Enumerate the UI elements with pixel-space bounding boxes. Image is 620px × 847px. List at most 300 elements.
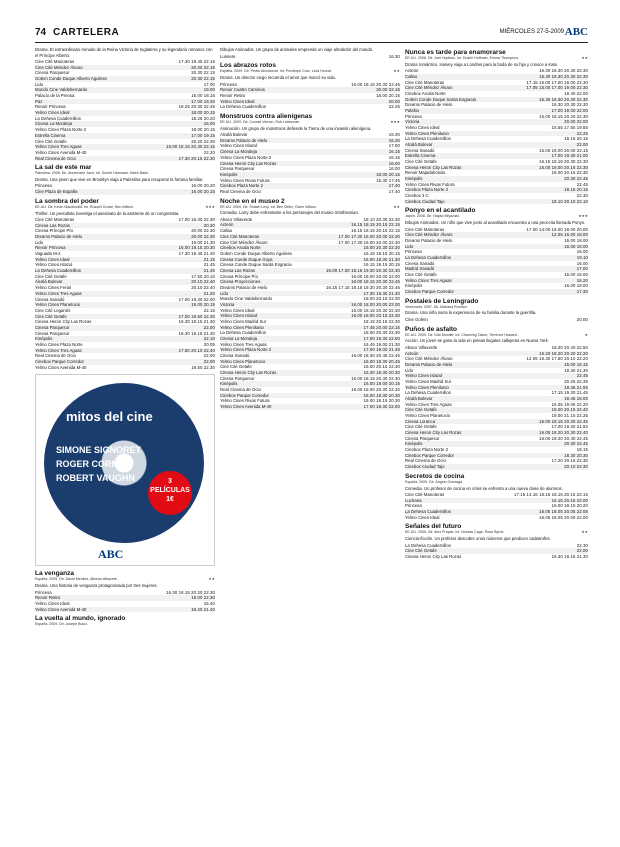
cinema-name: Renoir Retiro [220, 92, 246, 98]
cinema-name: Lido [35, 239, 44, 245]
showtimes: 18.15 20.15 22.30 [363, 318, 400, 324]
showtimes: 17.00 19.30 22.00 [178, 296, 215, 302]
showtimes: 17.00 19.30 22.30 [178, 217, 215, 223]
showtimes: 16.00 18.00 20.00 22.00 [351, 301, 400, 307]
cinema-name: Cine Cité Manoteras [35, 217, 75, 223]
cinema-name: Cinebox Arcala Norte [220, 245, 261, 251]
film-credits [405, 530, 588, 535]
cinema-name: Yelmo Cines Tres Aguas [405, 277, 452, 283]
showtimes-list [220, 132, 400, 194]
showtimes: 16.00 18.00 20.00 22.15 [539, 147, 588, 153]
film-title: La sombra del poder [35, 197, 99, 205]
cinema-name: Golem Conde Duque Alberto Aguilera [220, 250, 292, 256]
showtimes-list [35, 59, 215, 161]
showtimes: 17.00 [388, 143, 400, 149]
showtimes: 17.15 15.00 17.00 19.00 22.30 [526, 79, 588, 85]
cinema-name: Yelmo Cines Ideal [35, 110, 70, 116]
film-synopsis: Drama romántico. Harvey viaja a Londres para la boda de su hija y conoce a Kate. [405, 61, 559, 67]
showtimes: 16.00 18.30 20.30 [363, 392, 400, 398]
cinema-name: Cine Cité Manoteras [35, 59, 75, 65]
cinema-name: Lido [220, 290, 229, 296]
cinema-name: Cine Cité Manoteras [405, 79, 445, 85]
cinema-name: Renoir Princesa [35, 245, 66, 251]
showtimes: 16.00 20.20 [191, 183, 215, 189]
showtimes: 16.30 18.30 20.30 22.30 [539, 73, 588, 79]
showtimes: 22.15 [203, 307, 215, 313]
showtimes: 20.00 22.30 [191, 228, 215, 234]
cinema-name: Cine Cité Manoteras [405, 226, 445, 232]
cinema-name: Real Cinema de Ocio [35, 353, 76, 359]
showtimes: 16.15 18.15 20.30 22.30 [539, 159, 588, 165]
film-credits [35, 205, 215, 210]
showtimes: 16.00 18.00 [564, 283, 588, 289]
showtimes: 16.15 17.15 18.15 19.30 20.30 22.45 [326, 284, 400, 290]
showtimes: 17.00 19.30 22.00 [363, 335, 400, 341]
showtimes: 18.15 20.15 [564, 136, 588, 142]
showtimes: 16.00 18.15 [191, 93, 215, 99]
rating-stars: ★ [584, 332, 588, 337]
cinema-name: Renoir Majadahonda [405, 170, 445, 176]
cinema-name: Cinesa Xanadú [405, 147, 435, 153]
showtimes-list [405, 227, 588, 295]
abc-logo: ABC [564, 26, 588, 38]
showtimes: 16.00 18.15 20.30 [363, 398, 400, 404]
cinema-name: Cinebox Parque Corredor [35, 358, 84, 364]
film-synopsis: Animación. Un grupo de monstruos defiende la Tierra de una invasión alienígena. [220, 125, 372, 131]
cinema-name: Yelmo Cines Tres Aguas [35, 347, 82, 353]
showtimes: 16.00 18.15 [564, 362, 588, 367]
showtimes: 16.00 18.15 20.20 [551, 503, 588, 509]
cinema-name: La Dehesa Cuadernillos [220, 330, 266, 336]
cinema-name: Vaguada M-2 [35, 251, 61, 257]
showtimes: 17.00 14.00 16.00 18.00 20.00 [526, 226, 588, 232]
showtimes: 19.30 [388, 132, 400, 138]
showtimes: 22.00 [576, 548, 588, 554]
showtime-row [35, 365, 215, 371]
cinema-name: Golem Conde Duque Santa Engracia [405, 96, 476, 102]
cinema-name: Mundo Cine Valdebernardo [35, 87, 88, 93]
cinema-name: Cinesa Las Rozas [220, 267, 255, 273]
film-credits [220, 69, 400, 74]
showtimes: 18.00 20.15 [191, 302, 215, 308]
cinema-name: Cine Plaza de España [35, 189, 78, 195]
cinema-name: Estrella Cinema [35, 132, 66, 138]
showtimes-list [220, 217, 400, 410]
film-credits [220, 120, 400, 125]
film-title: Noche en el museo 2 [220, 197, 285, 205]
showtimes: 16.30 [388, 137, 400, 143]
cinema-name: Cine Cité Getafe [405, 272, 437, 278]
showtimes: 15.40 [203, 600, 215, 606]
showtimes: 16.00 18.00 20.00 22.00 [351, 273, 400, 279]
showtimes: 16.15 20.15 22.00 [551, 497, 588, 503]
showtimes: 18.25 20.20 [191, 115, 215, 121]
showtimes: 16.15 18.15 20.15 [363, 262, 400, 268]
cinema-name: La Dehesa Cuadernillos [405, 136, 451, 142]
showtimes: 17.00 17.30 15.00 20.00 22.30 [338, 233, 400, 239]
showtimes-list [405, 345, 588, 470]
showtimes: 17.00 19.50 22.30 [178, 313, 215, 319]
cinema-name: Cinesa Heron City Las Rozas [405, 430, 462, 436]
cinema-name: Yelmo Cines Plaza Norte 2 [220, 154, 272, 160]
showtimes-list [405, 68, 588, 204]
rating-stars: ★★★ [390, 119, 400, 124]
cinema-name: Golem Conde Duque Alberto Aguilera [35, 76, 107, 82]
promo-advertisement[interactable] [35, 374, 215, 566]
showtimes: 18.15 20.15 [564, 187, 588, 193]
showtimes: 18.00 20.15 [191, 127, 215, 133]
showtime-row [35, 156, 215, 162]
cinema-name: Cinesa Parquesur [220, 166, 255, 172]
film-credits-text: Venezuela. 2007. Dir. Mariana Rondón. [405, 304, 468, 309]
showtimes: 18.30 20.30 [564, 452, 588, 458]
showtimes: 16.30 18.30 20.30 22.30 [539, 96, 588, 102]
cinema-name: Yelmo Cines Madrid Sur [405, 379, 452, 385]
showtimes-list [220, 54, 400, 60]
showtimes: 12.05 15.30 17.50 20.10 22.20 [526, 356, 588, 362]
cinema-name: Kinépolis [35, 336, 53, 342]
ad-abc-logo: ABC [98, 547, 124, 562]
film-synopsis: Acción. Un joven se gana la vida en peleas ilegales callejeras en Nueva York. [405, 338, 549, 344]
cinema-name: Yelmo Cines Tres Aguas [35, 290, 82, 296]
cinema-name: Princesa [220, 81, 237, 87]
showtimes: 16.00 [388, 166, 400, 172]
cinema-name: Yelmo Cines Avenida M-40 [220, 403, 272, 409]
cinema-name: Cinesa Heron City Las Rozas [35, 319, 92, 325]
cinema-name: Cine Cité Getafe [35, 138, 67, 144]
showtimes: 22.25 [388, 104, 400, 110]
film-credits-text: EE.UU. 2009. Dir. Conrad Vernon, Rob Letterman. [220, 119, 301, 124]
cinema-name: Cinesa Príncipe Pío [35, 228, 73, 234]
showtimes: 21.45 [203, 268, 215, 274]
showtimes: 19.00 21.30 [191, 239, 215, 245]
film-credits [405, 305, 588, 310]
cinema-name: Cinebox Parque Corredor [405, 452, 454, 458]
cinema-name: Cinebox Ciudad Tajo [405, 198, 445, 204]
cinema-name: Callao [220, 228, 233, 234]
cinema-name: La Dehesa Cuadernillos [220, 104, 266, 110]
cinema-name: Real Cinema de Ocio [405, 458, 446, 464]
cinema-name: Princesa [35, 589, 52, 595]
showtimes: 17.00 19.30 [191, 98, 215, 104]
cinema-name: Madrid Xanadú [405, 266, 435, 272]
cinema-name: Lido [35, 81, 44, 87]
film-credits [220, 205, 400, 210]
showtimes: 16.00 19.15 20.30 [178, 245, 215, 251]
rating-stars: ★★ [208, 577, 215, 582]
cinema-name: Yelmo Cines Ideal [405, 125, 440, 130]
cinema-name: Paz [35, 98, 43, 104]
cinema-name: Cinebox Plaza Norte 2 [405, 447, 448, 453]
showtimes: 16.30 [388, 53, 400, 59]
film-credits [405, 480, 588, 485]
cinema-name: Cinesa Xanadú [405, 260, 435, 266]
showtimes: 17.15 19.30 21.45 [551, 390, 588, 396]
cinema-name: Palafox [405, 107, 420, 113]
cinema-name: Luchana [405, 497, 422, 503]
film-synopsis: Drama. Una joven que vive en Brooklyn viaja a Palestina para recuperar la fortuna familiar. [35, 176, 204, 182]
cinema-name: La Dehesa Cuadernillos [405, 509, 451, 515]
cinema-name: Yelmo Cines Rivas Futura [220, 398, 270, 404]
showtimes: 16.05 19.05 22.20 [551, 401, 588, 407]
ad-title: mitos del cine [66, 409, 153, 425]
showtimes: 20.30 22.45 [564, 176, 588, 182]
cinema-name: Cinesa Proyecciones [220, 279, 261, 285]
showtimes: 16.00 18.20 20.40 22.45 [539, 435, 588, 441]
cinema-name: Yelmo Cines Islazul [35, 262, 73, 268]
cinema-name: La Dehesa Cuadernillos [405, 542, 451, 548]
cinema-name: Yelmo Cines Ideal [405, 514, 440, 520]
film-credits [405, 56, 588, 61]
cinema-name: Lido [405, 367, 414, 373]
cinema-name: Yelmo Cines Ideal [35, 256, 70, 262]
cinema-name: Cinesa Conde Duque Goya [220, 256, 273, 262]
cinema-name: Cine Cité Getafe [405, 424, 437, 430]
film-synopsis: Comedia. Un profesor de cocina en crisis se enfrenta a una nueva clase de alumnos. [405, 485, 563, 491]
showtime-row [35, 607, 215, 613]
showtimes: 22.10 [203, 336, 215, 342]
cinema-name: Cine Cité Méndez Álvaro [405, 85, 453, 91]
showtimes: 16.00 [576, 260, 588, 266]
showtimes: 18.00 20.15 [376, 171, 400, 177]
showtimes: 18.20 20.40 22.50 [551, 344, 588, 350]
cinema-name: Cinesa Heron City Las Rozas [405, 554, 462, 560]
showtimes: 12.05 16.00 18.00 [551, 232, 588, 238]
showtimes: 16.00 18.00 [564, 238, 588, 244]
cinema-name: Cine Golem [405, 317, 428, 323]
cinema-name: Cinesa Xanadú [220, 352, 250, 358]
film-credits-text: EE.UU. 2009. Dir. Shawn Levy. Int. Ben Stiller, Owen Wilson. [220, 204, 318, 209]
showtimes: 17.00 [203, 81, 215, 87]
showtimes: 17.50 20.10 22.40 [178, 347, 215, 353]
showtimes: 16.15 [388, 154, 400, 160]
showtimes: 16.00 18.00 20.15 22.30 [539, 164, 588, 170]
showtimes: 16.15 18.15 20.15 22.15 [351, 228, 400, 234]
showtimes: 20.05 [203, 341, 215, 347]
showtimes: 16.20 [576, 277, 588, 283]
showtime-row [405, 515, 588, 521]
showtime-row [220, 404, 400, 410]
cinema-name: Yelmo Cines Planetocio [405, 413, 451, 419]
showtime-row [35, 189, 215, 195]
showtimes: 21.20 [203, 290, 215, 296]
cinema-name: Yelmo Cines Islazul [220, 313, 258, 319]
showtimes: 18.00 20.15 22.30 [551, 170, 588, 176]
cinema-name: Real Cinema de Ocio [220, 188, 261, 194]
showtimes: 18.00 22.30 [191, 595, 215, 601]
cinema-name: Abaco Villaverde [405, 344, 438, 350]
showtimes: 20.10 22.30 [564, 464, 588, 470]
showtimes: 18.00 20.30 22.30 [363, 330, 400, 336]
showtimes: 19.50 22.30 [191, 364, 215, 370]
cinema-name: Acteón [220, 222, 234, 228]
showtimes: 16.00 18.20 20.30 22.40 [539, 430, 588, 436]
showtimes: 17.30 [576, 289, 588, 295]
showtimes: 16.45 19.00 21.30 [363, 341, 400, 347]
cinema-name: Cine Cité Getafe [35, 313, 67, 319]
cinema-name: Cinebox Plaza Norte 2 [220, 183, 263, 189]
cinema-name: Cinebox Parque Corredor [220, 392, 269, 398]
film-credits-text: España. 2009. Dir. Joseph Bucci. [35, 622, 88, 627]
cinema-name: Palacio de la Prensa [35, 93, 75, 99]
showtimes: 17.40 [388, 183, 400, 189]
film-title: La sal de este mar [35, 164, 92, 172]
showtimes: 18.40 22.00 [564, 90, 588, 96]
cinema-name: Cinesa Conde Duque Santa Engracia [220, 262, 292, 268]
showtime-row [220, 54, 400, 60]
showtimes: 16.20 18.20 20.20 22.20 [539, 350, 588, 356]
film-credits-text: España. 2009. Dir. David Menkes, Alfonso Albacete. [35, 577, 118, 582]
showtimes: 20.00 22.15 [376, 87, 400, 93]
showtimes: 16.30 19.15 21.30 [178, 330, 215, 336]
cinema-name: Yelmo Cines Planetocio [220, 358, 266, 364]
showtimes: 22.20 [203, 149, 215, 155]
cinema-name: Victoria [220, 301, 235, 307]
showtimes: 21.15 [203, 256, 215, 262]
cinema-name: Acteón [405, 68, 419, 74]
showtimes: 17.45 20.00 22.15 [363, 324, 400, 330]
cinema-name: Real Cinema de Ocio [35, 155, 76, 161]
film-credits [35, 171, 215, 176]
cinema-name: Cinebox Ciudad Tajo [405, 464, 445, 470]
showtimes: 20.30 22.15 [191, 70, 215, 76]
film-synopsis: Drama. Un director ciego recuerda el amor que marcó su vida. [220, 74, 336, 80]
cinema-name: Alcalá Bulevar [405, 396, 433, 402]
showtime-row [405, 554, 588, 560]
price-badge: 3 PELÍCULAS 1€ [148, 471, 192, 515]
showtimes: 16.30 18.30 20.30 [363, 369, 400, 375]
cinema-name: Dreams Palacio de Hielo [405, 238, 453, 244]
showtimes: 20.00 [388, 98, 400, 104]
cinema-name: Victoria [405, 119, 420, 125]
cinema-name: Yelmo Cines Rivas Futura [220, 177, 270, 183]
cinema-name: Real Cinema de Ocio [220, 386, 261, 392]
cinema-name: Cinesa Príncipe Pío [220, 273, 258, 279]
cinema-name: Cinesa Heron City Las Rozas [220, 160, 277, 166]
film-title: Postales de Leningrado [405, 297, 479, 305]
cinema-name: Callao [405, 73, 418, 79]
showtimes: 20.00 22.30 [191, 234, 215, 240]
cinema-name: Kinépolis [220, 381, 238, 387]
cinema-name: Lumiere [220, 53, 236, 59]
cinema-name: Yelmo Cines Plaza Norte 2 [35, 127, 87, 133]
cinema-name: Cinesa La Moraleja [220, 149, 258, 155]
showtimes: 22.30 [576, 193, 588, 199]
showtimes: 16.00 18.30 20.45 [363, 358, 400, 364]
cinema-name: Yelmo Cines Plenilunio [405, 130, 449, 136]
cinema-name: Dreams Palacio de Hielo [220, 284, 268, 290]
cinema-name: Yelmo Cines Ideal [220, 307, 255, 313]
showtimes: 22.45 [576, 373, 588, 379]
cinema-name: Yelmo Cines Madrid Sur [220, 318, 267, 324]
cinema-name: Cinesa La Moraleja [35, 121, 73, 127]
cinema-name: Yelmo Cines Plenilunio [405, 384, 449, 390]
film-title: La venganza [35, 570, 75, 578]
showtimes: 19.00 21.15 22.25 [551, 413, 588, 419]
cinema-name: Cine Cité Getafe [405, 407, 437, 413]
film-synopsis: Drama. Una niña narra la experiencia de su familia durante la guerrilla. [405, 310, 537, 316]
cinema-name: Cine Cité Leganés [35, 307, 71, 313]
showtimes: 17.00 19.30 21.50 [551, 424, 588, 430]
showtimes-list [405, 543, 588, 560]
film-synopsis: Comedia. Larry debe enfrentarse a los personajes del museo Smithsonian. [220, 210, 359, 216]
showtimes: 15.30 17.45 [376, 177, 400, 183]
cinema-name: Abaco Villaverde [220, 216, 253, 222]
showtimes: 18.30 20.30 22.30 [551, 102, 588, 108]
showtimes: 16.30 18.15 20.20 22.30 [166, 589, 215, 595]
film-title: Puños de asfalto [405, 325, 458, 333]
cinema-name: Cinesa Parquesur [220, 375, 255, 381]
showtimes: 17.40 [388, 188, 400, 194]
showtimes: 20.00 22.00 [564, 119, 588, 125]
showtimes: 16.00 18.30 20.45 22.45 [351, 352, 400, 358]
showtimes: 22.00 [576, 142, 588, 148]
showtimes: 16.00 18.15 20.30 22.30 [351, 375, 400, 381]
cinema-name: La Dehesa Cuadernillos [405, 390, 451, 396]
cinema-name: Cinebox Plaza Norte 2 [405, 187, 448, 193]
showtimes: 20.20 22.30 [191, 138, 215, 144]
showtimes: 16.00 18.00 20.30 22.30 [351, 386, 400, 392]
showtimes-list [220, 82, 400, 110]
column-1 [35, 46, 215, 836]
page-date: MIÉRCOLES 27-5-2009 [499, 29, 564, 35]
cinema-name: Cinesa Heron City Las Rozas [405, 164, 462, 170]
showtimes: 18.00 20.15 [191, 110, 215, 116]
showtime-row [405, 464, 588, 470]
showtimes: 17.30 19.30 21.30 [363, 290, 400, 296]
showtime-row [220, 104, 400, 110]
film-credits-text: EE.UU. 2009. Dir. Dito Montiel. Int. Channing Tatum, Terrence Howard. [405, 332, 518, 337]
showtimes: 16.05 18.05 20.05 22.05 [539, 509, 588, 515]
showtimes: 17.30 20.15 22.30 [178, 155, 215, 161]
cinema-name: Kinépolis [405, 176, 423, 182]
cinema-name: Renoir Retiro [35, 595, 61, 601]
cinema-name: Cine Cité Méndez Álvaro [405, 232, 453, 238]
showtimes: 16.00 20.15 [191, 189, 215, 195]
showtimes: 20.25 22.35 [564, 379, 588, 385]
showtimes: 18.10 20.30 22.30 [363, 216, 400, 222]
cinema-name: Cine Cité Méndez Álvaro [35, 64, 83, 70]
showtimes: 19.45 18.00 [564, 396, 588, 402]
showtimes: 18.10 20.10 22.10 [551, 198, 588, 204]
cinema-name: Cinesa Parquesur [35, 324, 70, 330]
showtimes: 16.15 [388, 149, 400, 155]
showtime-row [405, 199, 588, 205]
showtimes: 19.30 21.30 [564, 367, 588, 373]
showtimes: 16.00 18.15 20.30 22.15 [166, 144, 215, 150]
cinema-name: Renoir Cuatro Caminos [220, 87, 265, 93]
showtimes: 19.45 21.55 [564, 384, 588, 390]
film-title: Monstruos contra alienígenas [220, 112, 313, 120]
cinema-name: Cinebox Parque Corredor [405, 289, 454, 295]
film-synopsis: Dibujos Animados. Un grupo de animales emprende un viaje alrededor del mundo. [220, 47, 374, 52]
showtimes: 17.00 [576, 266, 588, 272]
ad-name-1: SIMONE SIGNORET [56, 445, 142, 456]
showtimes: 17.30 19.45 21.30 [178, 251, 215, 257]
film-synopsis: Thriller. Un periodista investiga el asesinato de la asistente de un congresista. [35, 210, 180, 216]
showtimes: 16.05 18.05 20.00 22.00 [539, 514, 588, 520]
showtimes: 16.30 19.15 21.30 [551, 554, 588, 560]
cinema-name: Yelmo Cines Plaza Norte 2 [220, 347, 272, 353]
film-credits [35, 622, 215, 627]
cinema-name: Cinesa Heron City Las Rozas [220, 369, 277, 375]
cinema-name: Cinesa La Moraleja [220, 335, 258, 341]
cinema-name: Dreams Palacio de Hielo [35, 234, 83, 240]
showtimes: 20.30 [203, 222, 215, 228]
showtimes: 16.15 18.15 20.15 22.15 [351, 222, 400, 228]
column-2 [220, 46, 400, 836]
showtimes: 17.15 14.15 16.15 18.15 20.15 22.15 [514, 492, 588, 498]
